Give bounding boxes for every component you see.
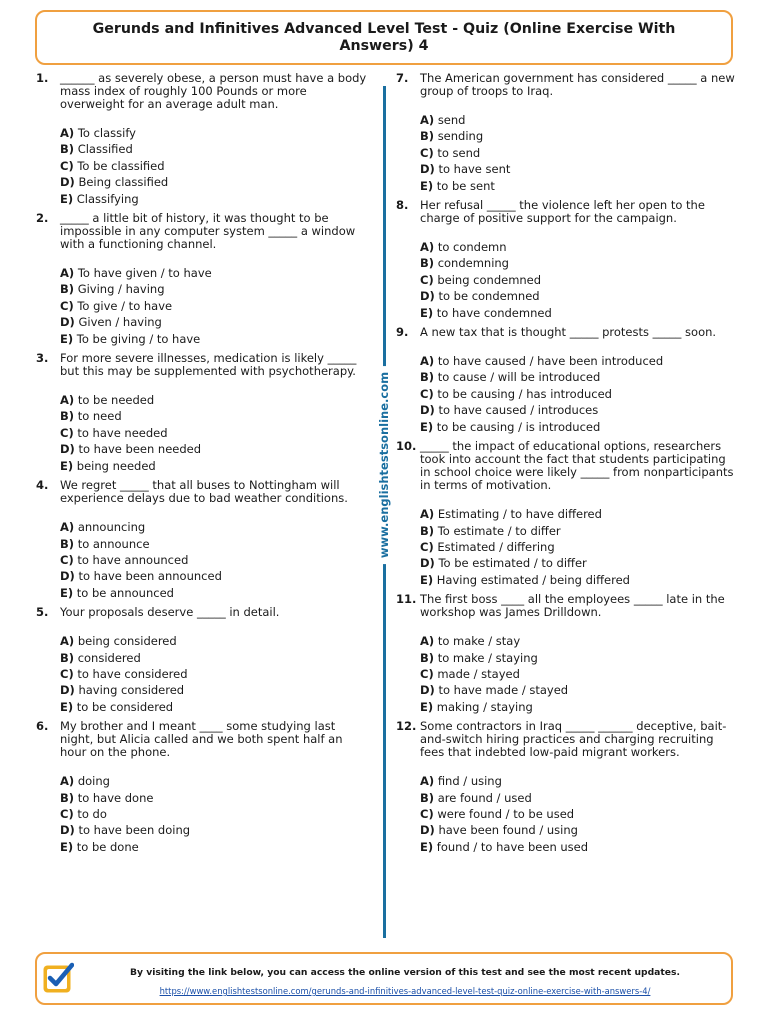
option-text: To be classified — [77, 158, 165, 173]
option-letter: D) — [60, 315, 75, 330]
option-text: to do — [77, 806, 107, 821]
option-text: to make / stay — [437, 634, 521, 649]
option-text: to have been needed — [78, 442, 202, 457]
option-text: Estimating / to have differed — [437, 507, 602, 522]
answer-option — [420, 386, 736, 402]
option-text: are found / used — [437, 790, 532, 805]
question-number: 3. — [36, 351, 49, 366]
answer-option — [60, 458, 370, 474]
answer-option — [420, 112, 736, 128]
question-item — [396, 326, 736, 435]
option-text: to be considered — [76, 699, 174, 714]
answer-options — [60, 773, 370, 855]
option-text: to have caused / introduces — [438, 403, 599, 418]
option-letter: E) — [60, 458, 74, 473]
answer-option — [420, 699, 736, 715]
question-number: 5. — [36, 605, 49, 620]
option-text: to be condemned — [438, 289, 540, 304]
questions-column-left — [36, 72, 370, 855]
question-text: _____ the impact of educational options, researchers took into account the fact that students participating in school choice were likely _____ from nonparticipants in terms of motivation. — [420, 439, 734, 493]
option-text: to make / staying — [437, 650, 538, 665]
question-body — [420, 72, 736, 194]
option-text: to have done — [77, 790, 154, 805]
answer-option — [420, 822, 736, 838]
option-text: to condemn — [437, 240, 507, 255]
option-text: being considered — [77, 634, 177, 649]
answer-option — [60, 191, 370, 207]
question-body — [420, 720, 736, 855]
answer-option — [60, 790, 370, 806]
answer-option — [60, 633, 370, 649]
option-letter: D) — [60, 569, 75, 584]
option-text: condemning — [437, 256, 509, 271]
answer-option — [420, 506, 736, 522]
answer-option — [420, 353, 736, 369]
option-letter: E) — [420, 305, 434, 320]
answer-option — [60, 552, 370, 568]
option-letter: D) — [420, 683, 435, 698]
option-text: Classifying — [76, 191, 139, 206]
answer-option — [60, 519, 370, 535]
answer-option — [60, 408, 370, 424]
answer-option — [420, 806, 736, 822]
option-text: were found / to be used — [437, 806, 575, 821]
option-letter: A) — [420, 774, 435, 789]
option-letter: C) — [60, 666, 74, 681]
question-body — [60, 352, 370, 474]
option-text: making / staying — [436, 699, 533, 714]
option-text: having considered — [78, 683, 185, 698]
question-number: 11. — [396, 592, 417, 607]
answer-option — [60, 298, 370, 314]
answer-option — [60, 536, 370, 552]
answer-option — [60, 822, 370, 838]
option-text: to announce — [77, 536, 150, 551]
option-text: Estimated / differing — [437, 539, 555, 554]
answer-options — [60, 125, 370, 207]
question-body — [420, 199, 736, 321]
answer-option — [420, 288, 736, 304]
answer-options — [60, 633, 370, 715]
answer-option — [420, 419, 736, 435]
option-letter: A) — [420, 634, 435, 649]
option-letter: A) — [60, 126, 75, 140]
option-text: to have needed — [77, 425, 168, 440]
question-body — [60, 479, 370, 601]
question-number: 1. — [36, 71, 49, 85]
answer-option — [60, 441, 370, 457]
option-letter: E) — [420, 839, 434, 854]
answer-option — [60, 314, 370, 330]
answer-option — [420, 369, 736, 385]
answer-option — [420, 161, 736, 177]
option-text: to be announced — [76, 585, 174, 600]
option-letter: B) — [420, 650, 435, 665]
option-text: To estimate / to differ — [437, 523, 561, 538]
option-text: to be sent — [436, 178, 495, 193]
option-letter: A) — [420, 113, 435, 127]
option-text: to be causing / is introduced — [436, 419, 601, 434]
option-letter: E) — [60, 699, 74, 714]
answer-option — [60, 125, 370, 141]
answer-option — [420, 145, 736, 161]
option-letter: A) — [420, 507, 435, 522]
question-item — [396, 199, 736, 321]
option-letter: B) — [60, 142, 75, 157]
answer-option — [420, 178, 736, 194]
answer-option — [420, 239, 736, 255]
option-letter: A) — [60, 634, 75, 649]
question-number: 2. — [36, 211, 49, 226]
question-item — [36, 720, 370, 855]
option-text: To be estimated / to differ — [438, 556, 587, 571]
answer-option — [60, 699, 370, 715]
option-letter: B) — [60, 790, 75, 805]
answer-option — [60, 650, 370, 666]
option-text: to be causing / has introduced — [437, 386, 612, 401]
option-text: Giving / having — [77, 282, 165, 297]
option-letter: C) — [60, 425, 74, 440]
checkbox-check-icon — [42, 962, 74, 994]
question-item — [396, 593, 736, 715]
question-item — [396, 72, 736, 194]
question-text: Some contractors in Iraq _____ ______ deceptive, bait-and-switch hiring practices and charging recruiting fees that indebted low-paid migrant workers. — [420, 719, 727, 760]
option-letter: B) — [420, 370, 435, 385]
answer-option — [60, 666, 370, 682]
option-text: To be giving / to have — [76, 331, 201, 346]
option-letter: D) — [60, 442, 75, 457]
question-text: _____ a little bit of history, it was thought to be impossible in any computer system _____ a window with a functioning channel. — [60, 211, 356, 252]
answer-option — [420, 666, 736, 682]
answer-option — [420, 305, 736, 321]
option-text: Having estimated / being differed — [436, 572, 630, 587]
answer-option — [420, 272, 736, 288]
option-letter: B) — [60, 650, 75, 665]
option-text: To give / to have — [77, 298, 173, 313]
answer-option — [420, 633, 736, 649]
option-text: considered — [77, 650, 141, 665]
option-text: found / to have been used — [436, 839, 589, 854]
question-item — [36, 479, 370, 601]
option-letter: D) — [420, 556, 435, 571]
answer-option — [60, 773, 370, 789]
option-letter: C) — [420, 666, 434, 681]
answer-option — [420, 839, 736, 855]
option-letter: C) — [60, 806, 74, 821]
answer-option — [60, 331, 370, 347]
answer-option — [420, 555, 736, 571]
option-letter: E) — [420, 178, 434, 193]
question-text: The American government has considered _____ a new group of troops to Iraq. — [420, 71, 735, 98]
answer-option — [420, 650, 736, 666]
option-letter: B) — [420, 523, 435, 538]
option-letter: E) — [60, 331, 74, 346]
option-letter: E) — [420, 572, 434, 587]
question-item — [36, 212, 370, 347]
option-text: to have caused / have been introduced — [437, 354, 664, 369]
answer-option — [60, 806, 370, 822]
option-letter: D) — [420, 162, 435, 177]
answer-option — [60, 839, 370, 855]
answer-options — [60, 519, 370, 601]
option-letter: E) — [420, 419, 434, 434]
option-letter: C) — [420, 539, 434, 554]
answer-option — [60, 174, 370, 190]
question-item — [396, 440, 736, 588]
option-letter: B) — [420, 790, 435, 805]
option-letter: C) — [60, 298, 74, 313]
answer-options — [420, 239, 736, 321]
question-body — [60, 72, 370, 207]
option-text: to need — [77, 409, 122, 424]
answer-options — [420, 506, 736, 588]
option-letter: D) — [60, 683, 75, 698]
option-text: to have sent — [438, 162, 511, 177]
option-letter: E) — [420, 699, 434, 714]
question-number: 7. — [396, 71, 409, 85]
footer-box — [35, 952, 733, 1005]
question-body — [420, 593, 736, 715]
option-text: to have announced — [77, 552, 189, 567]
question-text: My brother and I meant ____ some studying last night, but Alicia called and we both spent half an hour on the phone. — [60, 719, 343, 760]
question-number: 10. — [396, 439, 417, 454]
option-text: to have made / stayed — [438, 683, 569, 698]
answer-option — [60, 281, 370, 297]
answer-option — [60, 425, 370, 441]
option-letter: A) — [60, 520, 75, 535]
answer-options — [420, 633, 736, 715]
option-letter: C) — [420, 386, 434, 401]
question-body — [420, 326, 736, 435]
question-number: 8. — [396, 198, 409, 213]
answer-option — [420, 523, 736, 539]
option-text: made / stayed — [437, 666, 520, 681]
footer-text — [87, 966, 723, 998]
answer-option — [420, 572, 736, 588]
question-number: 4. — [36, 478, 49, 493]
option-text: to have been announced — [78, 569, 222, 584]
question-text: The first boss ____ all the employees _____ late in the workshop was James Drilldown. — [420, 592, 725, 620]
question-text: A new tax that is thought _____ protests _____ soon. — [420, 325, 717, 340]
option-text: Being classified — [78, 175, 169, 190]
answer-option — [60, 158, 370, 174]
option-letter: C) — [420, 145, 434, 160]
option-letter: C) — [60, 552, 74, 567]
answer-option — [420, 402, 736, 418]
option-letter: C) — [60, 158, 74, 173]
option-letter: B) — [420, 129, 435, 144]
option-letter: E) — [60, 839, 74, 854]
option-letter: B) — [60, 409, 75, 424]
answer-options — [60, 265, 370, 347]
option-letter: D) — [60, 175, 75, 190]
answer-option — [60, 568, 370, 584]
option-text: to cause / will be introduced — [437, 370, 601, 385]
option-text: being needed — [76, 458, 156, 473]
online-test-link[interactable]: https://www.englishtestsonline.com/gerunds-and-infinitives-advanced-level-test-quiz-online-exercise-with-answers-4/ — [159, 986, 651, 996]
option-letter: B) — [420, 256, 435, 271]
questions-column-right — [396, 72, 736, 855]
option-text: sending — [437, 129, 484, 144]
answer-option — [420, 790, 736, 806]
option-letter: A) — [420, 240, 435, 255]
question-text: Your proposals deserve _____ in detail. — [60, 605, 280, 620]
question-text: ______ as severely obese, a person must have a body mass index of roughly 100 Pounds or more overweight for an average adult man. — [60, 71, 367, 111]
option-letter: A) — [60, 393, 75, 408]
option-letter: C) — [420, 272, 434, 287]
title-box — [35, 10, 733, 65]
option-text: announcing — [77, 520, 146, 535]
option-text: to send — [437, 145, 481, 160]
option-letter: A) — [60, 266, 75, 281]
option-letter: E) — [60, 585, 74, 600]
option-text: to be done — [76, 839, 139, 854]
answer-options — [60, 392, 370, 474]
question-number: 6. — [36, 719, 49, 734]
option-text: To classify — [77, 126, 136, 140]
answer-option — [60, 585, 370, 601]
option-text: to be needed — [77, 393, 155, 408]
option-letter: E) — [60, 191, 74, 206]
answer-options — [420, 112, 736, 194]
site-watermark: www.englishtestsonline.com — [377, 366, 391, 564]
answer-option — [60, 392, 370, 408]
option-letter: C) — [420, 806, 434, 821]
answer-option — [420, 539, 736, 555]
answer-option — [420, 255, 736, 271]
option-text: send — [437, 113, 466, 127]
option-text: to have been doing — [78, 823, 191, 838]
question-item — [36, 352, 370, 474]
option-letter: B) — [60, 282, 75, 297]
option-text: To have given / to have — [77, 266, 212, 281]
answer-option — [60, 265, 370, 281]
question-number: 9. — [396, 325, 409, 340]
answer-option — [60, 682, 370, 698]
option-text: find / using — [437, 774, 502, 789]
option-text: Given / having — [78, 315, 162, 330]
question-item — [36, 72, 370, 207]
answer-options — [420, 353, 736, 435]
question-text: Her refusal _____ the violence left her open to the charge of positive support for the campaign. — [420, 198, 705, 226]
question-text: We regret _____ that all buses to Nottingham will experience delays due to bad weather conditions. — [60, 478, 348, 506]
option-text: to have considered — [77, 666, 188, 681]
footer-message: By visiting the link below, you can access the online version of this test and see the most recent updates. — [130, 967, 680, 978]
option-letter: D) — [420, 823, 435, 838]
question-body — [60, 606, 370, 715]
question-text: For more severe illnesses, medication is likely _____ but this may be supplemented with psychotherapy. — [60, 351, 357, 379]
page-title: Gerunds and Infinitives Advanced Level Test - Quiz (Online Exercise With Answers) 4 — [92, 20, 676, 54]
answer-option — [60, 141, 370, 157]
question-body — [60, 720, 370, 855]
question-number: 12. — [396, 719, 417, 734]
option-letter: B) — [60, 536, 75, 551]
question-item — [36, 606, 370, 715]
answer-options — [420, 773, 736, 855]
option-text: have been found / using — [438, 823, 578, 838]
question-body — [420, 440, 736, 588]
answer-option — [420, 128, 736, 144]
option-text: doing — [77, 774, 110, 789]
option-text: being condemned — [437, 272, 542, 287]
option-text: Classified — [77, 142, 133, 157]
option-letter: A) — [420, 354, 435, 369]
answer-option — [420, 682, 736, 698]
option-letter: D) — [60, 823, 75, 838]
option-letter: A) — [60, 774, 75, 789]
question-body — [60, 212, 370, 347]
option-text: to have condemned — [436, 305, 552, 320]
answer-option — [420, 773, 736, 789]
option-letter: D) — [420, 403, 435, 418]
option-letter: D) — [420, 289, 435, 304]
question-item — [396, 720, 736, 855]
